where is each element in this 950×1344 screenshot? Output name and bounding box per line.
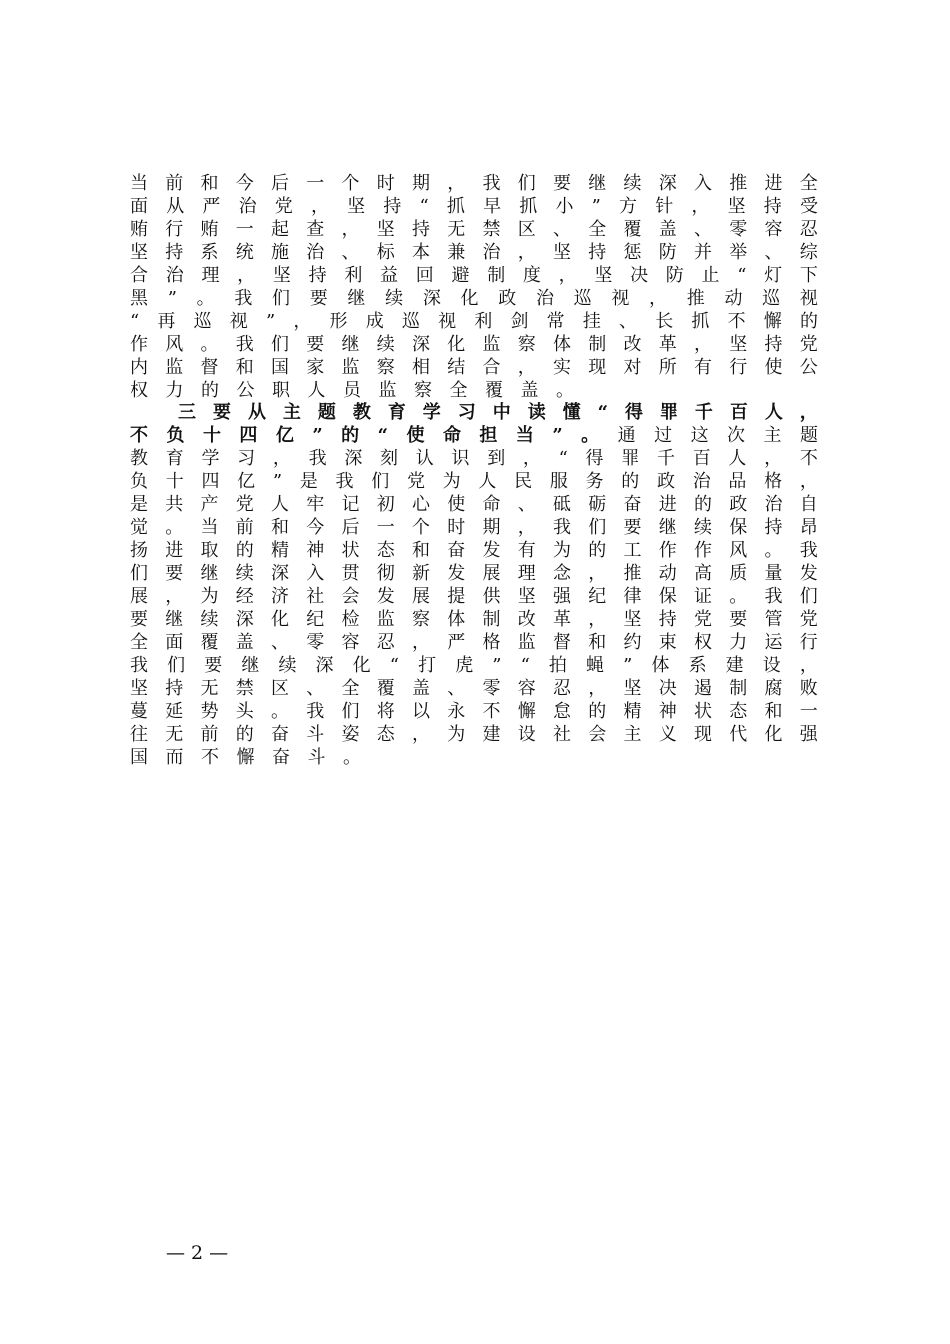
page-number: — 2 — <box>166 1242 229 1264</box>
text-line: 不 负 十 四 亿 ” 的 “ 使 命 担 当 ” 。 通 过 这 次 主 题 <box>130 425 818 446</box>
text-line: 内 监 督 和 国 家 监 察 相 结 合 ， 实 现 对 所 有 行 使 公 <box>130 357 818 378</box>
text-line: 面 从 严 治 党 ， 坚 持 “ 抓 早 抓 小 ” 方 针 ， 坚 持 受 <box>130 196 818 217</box>
text-line: 权 力 的 公 职 人 员 监 察 全 覆 盖 。 <box>130 380 574 401</box>
text-line: 当 前 和 今 后 一 个 时 期 ， 我 们 要 继 续 深 入 推 进 全 <box>130 173 818 194</box>
text-line: 是 共 产 党 人 牢 记 初 心 使 命 、 砥 砺 奋 进 的 政 治 自 <box>130 494 818 515</box>
text-line: 扬 进 取 的 精 神 状 态 和 奋 发 有 为 的 工 作 作 风 。 我 <box>130 540 818 561</box>
text-line: 我 们 要 继 续 深 化 “ 打 虎 ” “ 拍 蝇 ” 体 系 建 设 ， <box>130 655 818 676</box>
text-line: 三 要 从 主 题 教 育 学 习 中 读 懂 “ 得 罪 千 百 人 ， <box>178 402 818 423</box>
text-line: 展 ， 为 经 济 社 会 发 展 提 供 坚 强 纪 律 保 证 。 我 们 <box>130 586 818 607</box>
text-line: 教 育 学 习 ， 我 深 刻 认 识 到 ， “ 得 罪 千 百 人 ， 不 <box>130 448 818 469</box>
text-line: 合 治 理 ， 坚 持 利 益 回 避 制 度 ， 坚 决 防 止 “ 灯 下 <box>130 265 818 286</box>
text-line: 蔓 延 势 头 。 我 们 将 以 永 不 懈 怠 的 精 神 状 态 和 一 <box>130 701 818 722</box>
text-line: 黑 ” 。 我 们 要 继 续 深 化 政 治 巡 视 ， 推 动 巡 视 <box>130 288 818 309</box>
text-line: 坚 持 无 禁 区 、 全 覆 盖 、 零 容 忍 ， 坚 决 遏 制 腐 败 <box>130 678 818 699</box>
text-line: 坚 持 系 统 施 治 、 标 本 兼 治 ， 坚 持 惩 防 并 举 、 综 <box>130 242 818 263</box>
paragraph-2 <box>130 401 818 769</box>
text-line: 们 要 继 续 深 入 贯 彻 新 发 展 理 念 ， 推 动 高 质 量 发 <box>130 563 818 584</box>
text-line: 作 风 。 我 们 要 继 续 深 化 监 察 体 制 改 革 ， 坚 持 党 <box>130 334 818 355</box>
text-line: 负 十 四 亿 ” 是 我 们 党 为 人 民 服 务 的 政 治 品 格 ， <box>130 471 818 492</box>
text-line: “ 再 巡 视 ” ， 形 成 巡 视 利 剑 常 挂 、 长 抓 不 懈 的 <box>130 311 818 332</box>
text-line: 觉 。 当 前 和 今 后 一 个 时 期 ， 我 们 要 继 续 保 持 昂 <box>130 517 818 538</box>
text-line: 要 继 续 深 化 纪 检 监 察 体 制 改 革 ， 坚 持 党 要 管 党 <box>130 609 818 630</box>
text-line: 国 而 不 懈 奋 斗 。 <box>130 747 361 768</box>
text-line: 往 无 前 的 奋 斗 姿 态 ， 为 建 设 社 会 主 义 现 代 化 强 <box>130 724 818 745</box>
text-line: 贿 行 贿 一 起 查 ， 坚 持 无 禁 区 、 全 覆 盖 、 零 容 忍 <box>130 219 818 240</box>
text-line: 全 面 覆 盖 、 零 容 忍 ， 严 格 监 督 和 约 束 权 力 运 行 <box>130 632 818 653</box>
paragraph-1 <box>130 172 818 402</box>
